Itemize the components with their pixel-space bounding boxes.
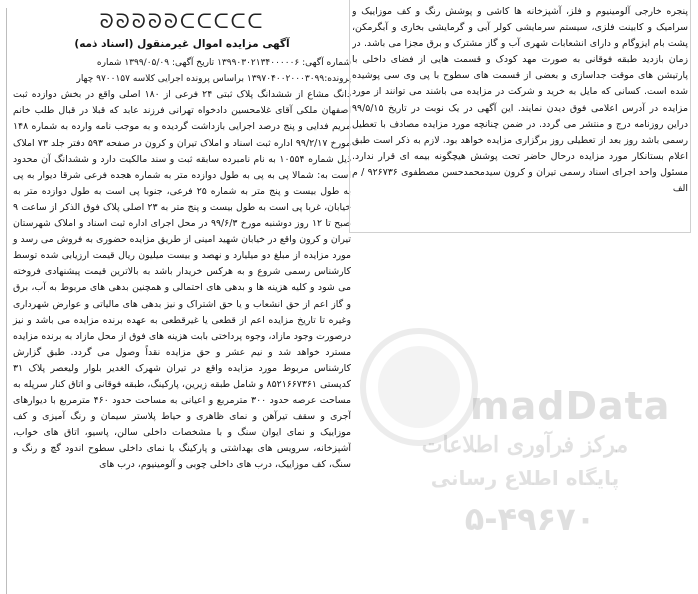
notice-decoration: ᘐᘐᘐᘐᘐᑕᑕᑕᑕᑕ — [99, 9, 265, 33]
watermark-number: ۵-۴۹۶۷۰ — [464, 500, 596, 538]
notice-left-column — [352, 4, 688, 234]
notice-right-column — [6, 8, 351, 594]
watermark-line1: مرکز فرآوری اطلاعات — [421, 432, 629, 458]
notice-meta-line2: پرونده:۱۳۹۷۰۴۰۰۲۰۰۰۳۰۹۹ براساس پرونده اجرایی کلاسه ۹۷۰۰۱۵۷ چهار — [76, 74, 351, 85]
notice-body-left: پنجره خارجی آلومینیوم و فلز، آشپزخانه ها کاشی و پوشش رنگ و کف موزاییک و سرامیک و کابینت فلزی، سیستم سرمایشی کولر آبی و گرمایشی بخاری و آبگرمکن، پشت بام ایزوگام و دارای انشعابات شهری آب و گاز مشترک و برق مجزا می باشد. در زمان بازدید طبقه فوقانی به صورت مهد کودک و قسمت هایی از فضای داخلی با پارتیشن های موقت جداسازی و بعضی از قسمت های سطوح با پی وی سی پوشیده شده است. کسانی که مایل به خرید و شرکت در مزایده می باشند می توانند از مورد مزایده در آدرس اعلامی فوق دیدن نمایند. این آگهی در یک نوبت در تاریخ ۹۹/۵/۱۵ دراین روزنامه درج و منتشر می گردد. در ضمن چنانچه مورد مزایده مصادف با تعطیل رسمی باشد روز بعد از تعطیلی روز برگزاری مزایده خواهد بود. لازم به ذکر است طبق اعلام بستانکار مورد مزایده درحال حاضر تحت پوشش هیچگونه بیمه ای قرار ندارد. مسئول واحد اجرای اسناد رسمی تیران و کرون سیدمحمدحسن مصطفوی ۹۲۶۷۳۶ / م الف — [352, 6, 688, 195]
notice-body-right: دانگ مشاع از ششدانگ پلاک ثبتی ۲۴ فرعی از ۱۸۰ اصلی واقع در بخش دوازده ثبت اصفهان ملکی آقای غلامحسین دادخواه تهرانی فرزند عابد که قبلا در قبال طلب خانم مریم فدایی و پنج درصد اجرایی بازداشت گردیده و به موجب نامه وارده به شماره ۱۴۸ مورخ ۹۹/۲/۱۷ اداره ثبت اسناد و املاک تیران و کرون در صفحه ۵۹۳ دفتر جلد ۷۳ املاک ذیل شماره ۱۰۵۵۴ به نام نامبرده سابقه ثبت و سند مالکیت دارد و ششدانگ آن محدود است به: شمالا پی به پی به طول دوازده متر به شماره هجده فرعی شرقا دیوار به پی به طول بیست و پنج متر به شماره ۲۵ فرعی، جنوبا پی است به طول دوازده متر به خیابان، غربا پی است به طول بیست و پنج متر به ۲۳ اصلی پلاک فوق الذکر از ساعت ۹ صبح تا ۱۲ روز دوشنبه مورخ ۹۹/۶/۳ در محل اجرای اداره ثبت اسناد و املاک شهرستان تیران و کرون واقع در خیابان شهید امینی از طریق مزایده حضوری به فروش می رسد و مورد مزایده از مبلغ دو میلیارد و نهصد و بیست میلیون ریال قیمت ارزیابی شده توسط کارشناس رسمی شروع و به هرکس خریدار باشد به بالاترین قیمت پیشنهادی فروخته می شود و کلیه هزینه ها و بدهی های احتمالی و همچنین بدهی های مربوط به آب، برق و گاز اعم از حق انشعاب و یا حق اشتراک و نیز بدهی های مالیاتی و عوارض شهرداری وغیره تا تاریخ مزایده اعم از قطعی یا غیرقطعی به عهده برنده مزایده می باشد و نیز درصورت وجود مازاد، وجوه پرداختی بابت هزینه های فوق از محل مازاد به برنده مزایده مسترد خواهد شد و نیم عشر و حق مزایده نقداً وصول می گردد. طبق گزارش کارشناس مربوط مورد مزایده واقع در تیران شهرک الغدیر بلوار ولیعصر پلاک ۳۱ کدپستی ۸۵۲۱۶۶۷۳۶۱ و شامل طبقه زیرین، پارکینگ، طبقه فوقانی و اتاق کنار سرپله به مساحت عرصه حدود ۳۰۰ مترمربع و اعیانی به مساحت حدود ۴۶۰ مترمربع با دیوارهای آجری و سقف تیرآهن و نمای ظاهری و حیاط پلاستر سیمان و رنگ آمیزی و کف موزاییک و نمای ایوان سنگ و با مشخصات داخلی سالن، پاسیو، اتاق های خواب، آشپزخانه، سرویس های بهداشتی و پارکینگ با نمای داخلی سطوح اندود گچ و رنگ و سنگ، کف موزاییک، درب های داخلی چوبی و آلومینیوم، درب های — [13, 89, 351, 471]
notice-title: آگهی مزایده اموال غیرمنقول (اسناد ذمه) — [74, 38, 290, 50]
watermark-logo-ring-icon — [360, 328, 478, 446]
watermark-line2: پایگاه اطلاع رسانی — [430, 466, 620, 490]
watermark-brand: madData — [470, 384, 671, 428]
watermark-logo-core-icon — [378, 346, 460, 428]
notice-meta-line1: شماره آگهی: ۱۳۹۹۰۳۰۲۱۳۴۰۰۰۰۰۶ تاریخ آگهی: ۱۳۹۹/۰۵/۰۹ شماره — [96, 58, 351, 69]
